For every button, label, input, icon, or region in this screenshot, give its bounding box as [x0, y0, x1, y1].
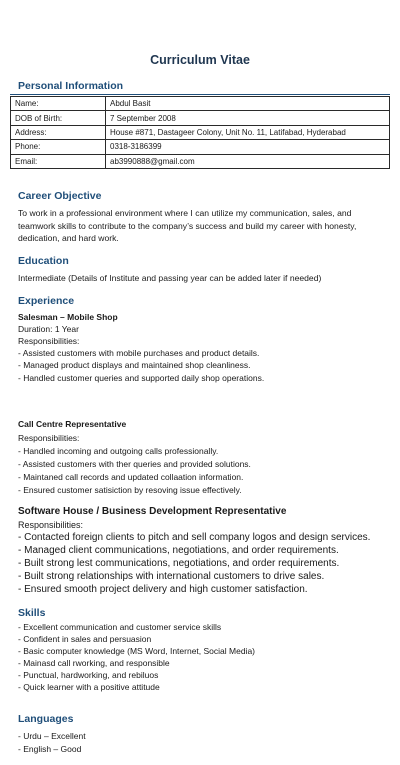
list-item: - Built strong relationships with international customers to drive sales. — [18, 571, 325, 582]
list-item: - Mainasd call rworking, and responsible — [18, 658, 170, 668]
row-value: ab3990888@gmail.com — [106, 154, 390, 168]
job-title: Software House / Business Development Representative — [18, 506, 287, 517]
education-heading: Education — [18, 255, 69, 267]
list-item: - Ensured customer satisiction by resoving issue effectively. — [18, 485, 242, 495]
heading-divider — [10, 94, 390, 95]
skills-heading: Skills — [18, 607, 46, 619]
personal-info-heading: Personal Information — [18, 80, 124, 92]
document-title: Curriculum Vitae — [150, 53, 250, 67]
list-item: - Assisted customers with ther queries and provided solutions. — [18, 459, 251, 469]
row-value: Abdul Basit — [106, 97, 390, 111]
job-title: Salesman – Mobile Shop — [18, 312, 118, 322]
career-objective-heading: Career Objective — [18, 190, 102, 202]
row-label: Email: — [11, 154, 106, 168]
education-text: Intermediate (Details of Institute and passing year can be added later if needed) — [18, 273, 322, 283]
row-label: Address: — [11, 125, 106, 139]
row-label: Phone: — [11, 140, 106, 154]
list-item: - Urdu – Excellent — [18, 731, 86, 741]
table-row — [11, 97, 390, 111]
row-value: 7 September 2008 — [106, 111, 390, 125]
list-item: - Ensured smooth project delivery and high customer satisfaction. — [18, 584, 308, 595]
job-duration: Duration: 1 Year — [18, 324, 79, 334]
list-item: - Punctual, hardworking, and rebiluos — [18, 670, 159, 680]
list-item: - Contacted foreign clients to pitch and sell company logos and design services. — [18, 532, 371, 543]
career-objective-text: To work in a professional environment where I can utilize my communication, sales, and teamwork skills to contribute to the company’s success and build my career with honesty, dedication, and hard work. — [18, 208, 357, 244]
list-item: - Handled customer queries and supported daily shop operations. — [18, 373, 265, 383]
row-label: Name: — [11, 97, 106, 111]
languages-heading: Languages — [18, 713, 74, 725]
list-item: - English – Good — [18, 744, 82, 754]
responsibilities-label: Responsibilities: — [18, 433, 80, 443]
table-row — [11, 140, 390, 154]
table-row — [11, 154, 390, 168]
personal-info-table — [10, 96, 390, 169]
list-item: - Managed product displays and maintained shop cleanliness. — [18, 360, 251, 370]
list-item: - Excellent communication and customer service skills — [18, 622, 222, 632]
row-value: House #871, Dastageer Colony, Unit No. 11, Latifabad, Hyderabad — [106, 125, 390, 139]
list-item: - Handled incoming and outgoing calls professionally. — [18, 446, 219, 456]
row-label: DOB of Birth: — [11, 111, 106, 125]
responsibilities-label: Responsibilities: — [18, 336, 80, 346]
experience-heading: Experience — [18, 295, 75, 307]
row-value: 0318-3186399 — [106, 140, 390, 154]
list-item: - Basic computer knowledge (MS Word, Internet, Social Media) — [18, 646, 255, 656]
list-item: - Maintaned call records and updated collaation information. — [18, 472, 244, 482]
list-item: - Built strong lest communications, negotiations, and order requirements. — [18, 558, 340, 569]
list-item: - Confident in sales and persuasion — [18, 634, 152, 644]
job-title: Call Centre Representative — [18, 419, 127, 429]
table-row — [11, 111, 390, 125]
list-item: - Assisted customers with mobile purchases and product details. — [18, 348, 260, 358]
responsibilities-label: Responsibilities: — [18, 520, 84, 530]
table-row — [11, 125, 390, 139]
list-item: - Managed client communications, negotiations, and order requirements. — [18, 545, 339, 556]
list-item: - Quick learner with a positive attitude — [18, 682, 160, 692]
